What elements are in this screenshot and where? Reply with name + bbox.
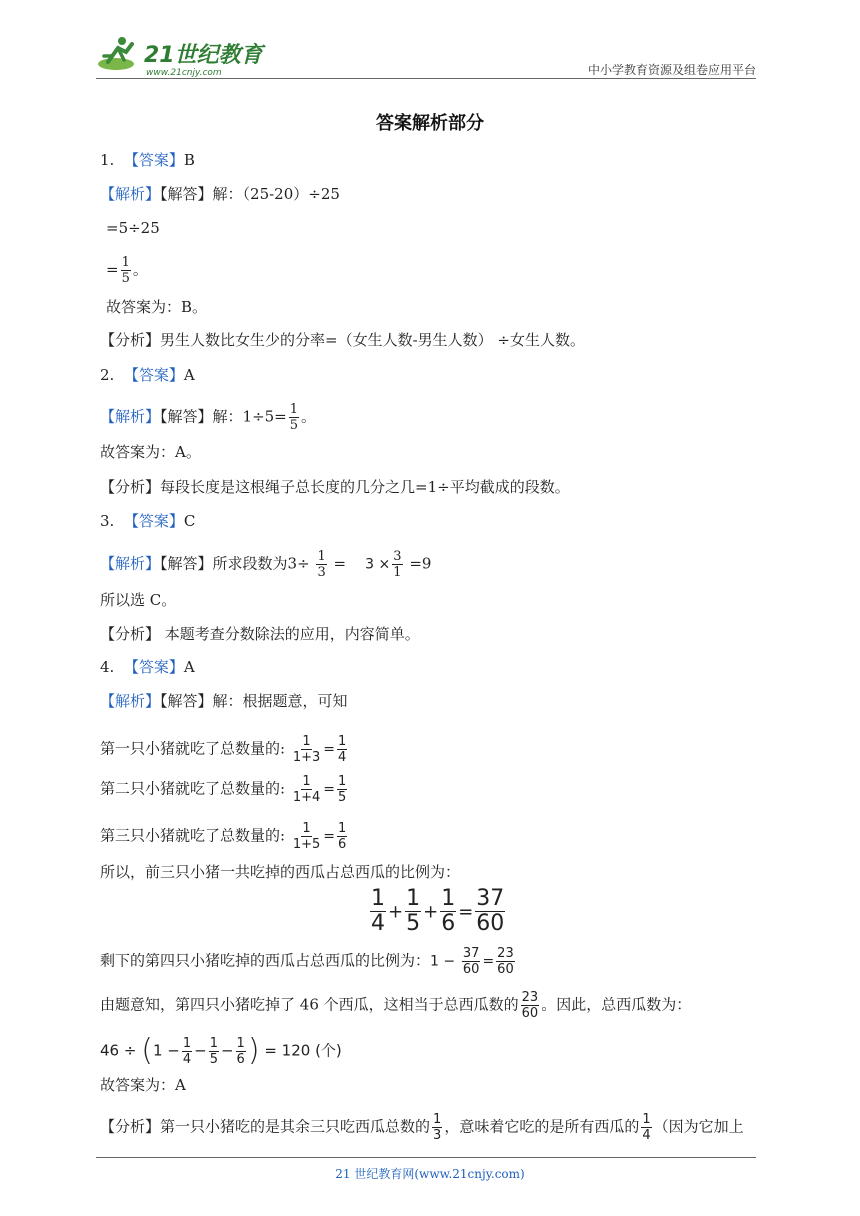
page-footer: 21 世纪教育网(www.21cnjy.com) [335,1167,525,1181]
page-title: 答案解析部分 [376,113,484,134]
fenxi-tag: 【分析】 [100,478,161,496]
q4-known-line: 由题意知，第四只小猪吃掉了 46 个西瓜，这相当于总西瓜数的 $\frac{23}{60}$ 。因此，总西瓜数为： [100,990,692,1021]
pig-fraction: $\frac{1}{1+4}$ [292,774,321,805]
q4-number: 4. [100,658,115,676]
answer-tag: 【答案】 [123,366,184,384]
q4-calc-line: 46 ÷ (1 − $\frac{1}{4}$ − $\frac{1}{5}$ − $\frac{1}{6}$ ) = 120 (个) [100,1033,342,1068]
calc-fraction: $\frac{1}{6}$ [236,1035,245,1067]
q2-answer: A [183,366,195,384]
q1-analysis [100,330,585,350]
q1-answer: B [183,151,195,169]
q4-pig-line-2: 第二只小猪就吃了总数量的: $\frac{1}{1+4}$ = $\frac{1}{5}$ [100,774,347,805]
analysis-fraction-2: $\frac{1}{4}$ [642,1112,651,1143]
known-fraction: $\frac{23}{60}$ [521,990,539,1021]
q3-analysis [100,624,420,644]
q3-result: =9 [409,554,432,573]
q1-answer-line [100,150,195,170]
q3-answer-line [100,511,195,531]
header-rule [96,78,756,79]
sum-fraction: $\frac{1}{5}$ [406,886,421,936]
pig-result-fraction: $\frac{1}{4}$ [338,734,347,765]
q4-sum-intro: 所以，前三只小猪一共吃掉的西瓜占总西瓜的比例为： [100,863,461,881]
q3-multiply: 3 × [365,556,391,573]
fenxi-tag: 【分析】 [100,1117,161,1136]
q3-fraction-2: $\frac{3}{1}$ [393,549,402,580]
q4-pig-line-3: 第三只小猪就吃了总数量的: $\frac{1}{1+5}$ = $\frac{1}{6}$ [100,821,347,852]
calc-fraction: $\frac{1}{5}$ [209,1035,218,1067]
q2-solution-line [100,403,316,432]
fenxi-tag: 【分析】 [100,331,161,349]
left-paren: ( [141,1033,153,1068]
analysis-tag: 【解析】 [100,407,161,426]
q1-solution-line [100,184,340,204]
answer-tag: 【答案】 [123,658,184,676]
q4-answer-line [100,657,195,677]
analysis-tag: 【解析】 [100,692,161,710]
21cnjy-logo [96,34,266,78]
footer-rule [96,1157,756,1158]
pig-result-fraction: $\frac{1}{5}$ [338,774,347,805]
q2-conclusion: 故答案为：A。 [100,443,201,461]
q1-step2-end: 。 [132,260,148,279]
analysis-fraction-1: $\frac{1}{3}$ [433,1112,442,1143]
calc-fraction: $\frac{1}{4}$ [182,1035,192,1067]
fenxi-tag: 【分析】 [100,625,161,643]
q2-solution-end: 。 [301,407,317,426]
sum-fraction: $\frac{1}{4}$ [371,886,385,936]
logo-wordmark: 21世纪教育 [144,43,263,68]
q4-analysis: 【分析】第一只小猪吃的是其余三只吃西瓜总数的 $\frac{1}{3}$ ，意味着它吃的是所有西瓜的 $\frac{1}{4}$ （因为它加上 [100,1112,744,1143]
q4-pig-line-1: 第一只小猪就吃了总数量的: $\frac{1}{1+3}$ = $\frac{1}{4}$ [100,734,347,765]
right-paren: ) [247,1033,260,1068]
q4-rest-line: 剩下的第四只小猪吃掉的西瓜占总西瓜的比例为：1 − $\frac{37}{60}$ = $\frac{23}{60}$ [100,946,514,977]
q2-analysis [100,477,570,497]
q1-conclusion: 故答案为：B。 [106,298,208,316]
analysis-tag: 【解析】 [100,554,161,573]
logo-url: www.21cnjy.com [146,68,222,78]
q2-answer-line [100,365,195,385]
q1-step2 [106,256,148,285]
pig-fraction: $\frac{1}{1+5}$ [292,821,321,852]
solution-tag: 【解答】 [160,407,213,426]
q3-answer: C [183,512,196,530]
q3-fraction-1: $\frac{1}{3}$ [317,549,326,580]
site-name: 中小学教育资源及组卷应用平台 [587,63,756,77]
q1-number: 1. [100,151,115,169]
sum-fraction: $\frac{1}{6}$ [441,886,456,936]
solution-tag: 【解答】 [160,554,213,573]
q3-number: 3. [100,512,115,530]
q4-solution-line [100,691,348,711]
answer-tag: 【答案】 [123,151,184,169]
q4-answer: A [183,658,195,676]
q4-sum-equation: $\frac{1}{4}$ + $\frac{1}{5}$ + $\frac{1}{6}$ = $\frac{37}{60}$ [371,886,505,936]
pig-result-fraction: $\frac{1}{6}$ [338,821,347,852]
page-header [96,30,756,80]
q3-conclusion: 所以选 C。 [100,591,177,609]
q1-fraction: $\frac{1}{5}$ [121,255,130,286]
q4-solution-text: 解：根据题意，可知 [212,692,348,710]
q3-solution-text: 所求段数为3÷ [212,554,310,573]
rest-fraction: $\frac{37}{60}$ [462,946,480,977]
analysis-tag: 【解析】 [100,185,161,203]
q4-conclusion: 故答案为：A [100,1076,186,1094]
q3-eq: = [333,554,347,573]
solution-tag: 【解答】 [160,185,213,203]
solution-tag: 【解答】 [160,692,213,710]
pig-fraction: $\frac{1}{1+3}$ [292,734,321,765]
rest-result-fraction: $\frac{23}{60}$ [497,946,514,977]
q2-number: 2. [100,366,115,384]
q2-analysis-text: 每段长度是这根绳子总长度的几分之几=1÷平均截成的段数。 [160,478,570,496]
q3-analysis-text: 本题考查分数除法的应用，内容简单。 [160,625,420,643]
q2-fraction: $\frac{1}{5}$ [289,402,299,433]
q1-analysis-text: 男生人数比女生少的分率=（女生人数-男生人数） ÷女生人数。 [160,331,585,349]
q1-step2-eq: = [106,260,119,279]
sum-result-fraction: $\frac{37}{60}$ [476,886,505,936]
q2-solution-text: 解：1÷5= [212,407,287,426]
q1-step1: =5÷25 [106,219,160,237]
answer-tag: 【答案】 [123,512,184,530]
q1-solution-text: 解：（25-20）÷25 [212,185,340,203]
q3-solution-line [100,550,431,579]
